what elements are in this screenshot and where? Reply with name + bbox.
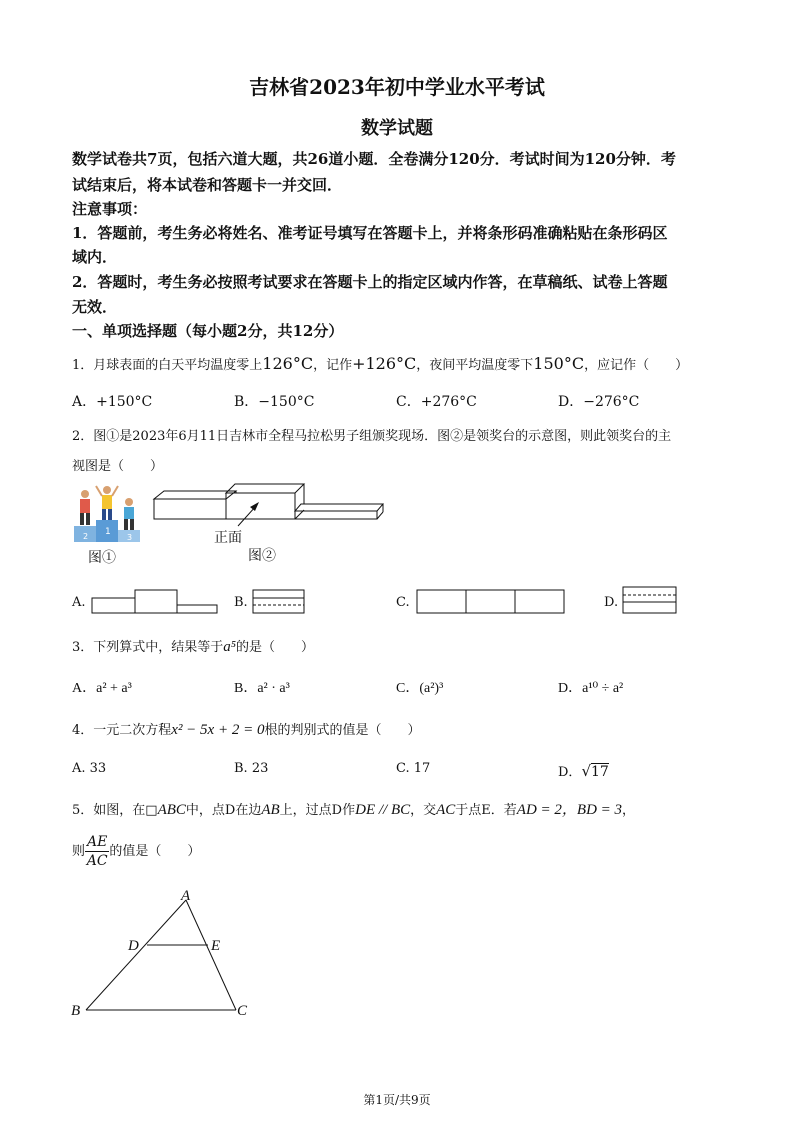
q5-side-ab: AB [261, 802, 280, 818]
q5-side-ac: AC [436, 802, 456, 818]
q3-option-a: A．a² + a³ [72, 681, 132, 696]
q1-value-1: 126°C [262, 354, 314, 373]
section-1-heading: 一、单项选择题（每小题2分，共12分） [72, 322, 344, 340]
intro-line-1: 数学试卷共7页，包括六道大题，共26道小题．全卷满分120分．考试时间为120分钟．考 [72, 150, 676, 168]
podium-number-1: 1 [105, 527, 111, 537]
note-1-line-2: 域内． [72, 248, 118, 266]
q2-option-a-label: A. [72, 595, 86, 610]
q2-option-b-label: B. [234, 595, 248, 610]
podium-number-3: 3 [127, 533, 133, 542]
fig1-label: 图① [88, 550, 116, 566]
q5-line2-post: 的值是（ ） [109, 844, 201, 859]
q1-value-2: +126°C [352, 354, 417, 373]
podium-photo-figure [70, 484, 142, 544]
q2-option-d-figure [622, 586, 678, 616]
question-3 [72, 636, 314, 656]
q2-option-c-figure [416, 589, 566, 615]
vertex-label-e: E [211, 938, 221, 954]
q4-text-1: 4．一元二次方程 [72, 723, 172, 738]
q5-condition: AD = 2，BD = 3 [516, 802, 623, 818]
q2-line-2: 视图是（ ） [72, 459, 164, 474]
q5-fraction-numerator: AE [87, 834, 108, 850]
page-number-footer: 第1页/共9页 [363, 1093, 431, 1107]
note-2-line-2: 无效． [72, 298, 118, 316]
q5-text-2: 中，点D在边 [185, 803, 262, 818]
q5-line2-pre: 则 [72, 844, 86, 859]
intro-line-2: 试结束后，将本试卷和答题卡一并交回． [72, 176, 343, 194]
q4-sqrt-value: 17 [591, 764, 609, 780]
podium-number-2: 2 [83, 532, 89, 541]
q1-text-3: ，夜间平均温度零下 [416, 358, 534, 373]
q2-option-b-figure [252, 589, 306, 615]
q2-option-a-figure [91, 589, 219, 615]
q5-line-2 [72, 833, 200, 870]
q2-option-d-label: D. [604, 595, 619, 610]
q3-expression: a⁵ [223, 639, 236, 655]
vertex-label-c: C [237, 1003, 248, 1019]
q5-text-1: 5．如图，在□ [72, 803, 158, 818]
q5-triangle-abc: ABC [157, 802, 186, 818]
q5-text-5: 于点E．若 [455, 803, 517, 818]
q2-option-c-label: C. [396, 595, 410, 610]
q3-text-2: 的是（ ） [236, 640, 315, 655]
q1-text-1: 1．月球表面的白天平均温度零上 [72, 358, 263, 373]
q1-option-b: B．−150°C [234, 394, 315, 410]
q4-text-2: 根的判别式的值是（ ） [264, 723, 421, 738]
q4-option-a: A. 33 [72, 761, 107, 776]
q1-option-a: A．+150°C [72, 394, 153, 410]
q1-option-c: C．+276°C [396, 394, 477, 410]
q1-text-4: ，应记作（ ） [584, 358, 689, 373]
q3-text-1: 3．下列算式中，结果等于 [72, 640, 224, 655]
vertex-label-d: D [128, 938, 139, 954]
q4-option-b: B. 23 [234, 761, 269, 776]
q5-de-parallel-bc: DE // BC [355, 802, 411, 818]
q5-fraction-denominator: AC [86, 853, 108, 869]
sqrt-icon: √ [581, 762, 591, 780]
note-2-line-1: 2．答题时，考生务必按照考试要求在答题卡上的指定区域内作答，在草稿纸、试卷上答题 [72, 273, 668, 291]
q1-value-3: 150°C [533, 354, 585, 373]
vertex-label-a: A [181, 888, 191, 904]
triangle-figure [66, 888, 266, 1022]
front-label: 正面 [214, 530, 242, 546]
notes-heading: 注意事项： [72, 200, 148, 218]
question-5 [72, 798, 635, 819]
podium-schematic-figure [150, 482, 385, 528]
fig2-label: 图② [248, 548, 276, 564]
page-subtitle: 数学试题 [361, 118, 433, 139]
q3-option-d: D．a¹⁰ ÷ a² [558, 681, 624, 696]
q2-line-1: 2．图①是2023年6月11日吉林市全程马拉松男子组颁奖现场．图②是领奖台的示意图，则此领奖台的主 [72, 429, 672, 444]
question-1 [72, 354, 688, 373]
note-1-line-1: 1．答题前，考生务必将姓名、准考证号填写在答题卡上，并将条形码准确粘贴在条形码区 [72, 224, 668, 242]
q3-option-c: C．(a²)³ [396, 681, 444, 696]
q5-text-3: 上，过点D作 [279, 803, 356, 818]
q1-option-d: D．−276°C [558, 394, 640, 410]
page-title: 吉林省2023年初中学业水平考试 [249, 75, 545, 99]
q5-fraction [85, 833, 109, 870]
q4-equation: x² − 5x + 2 = 0 [171, 722, 265, 738]
q5-text-6: ， [622, 803, 636, 818]
q3-option-b: B．a² · a³ [234, 681, 290, 696]
q4-option-d [558, 761, 609, 780]
vertex-label-b: B [71, 1003, 81, 1019]
q4-option-c: C. 17 [396, 761, 431, 776]
q1-text-2: ，记作 [313, 358, 353, 373]
q5-text-4: ，交 [410, 803, 437, 818]
question-4 [72, 719, 420, 739]
q4-option-d-label: D． [558, 765, 582, 780]
